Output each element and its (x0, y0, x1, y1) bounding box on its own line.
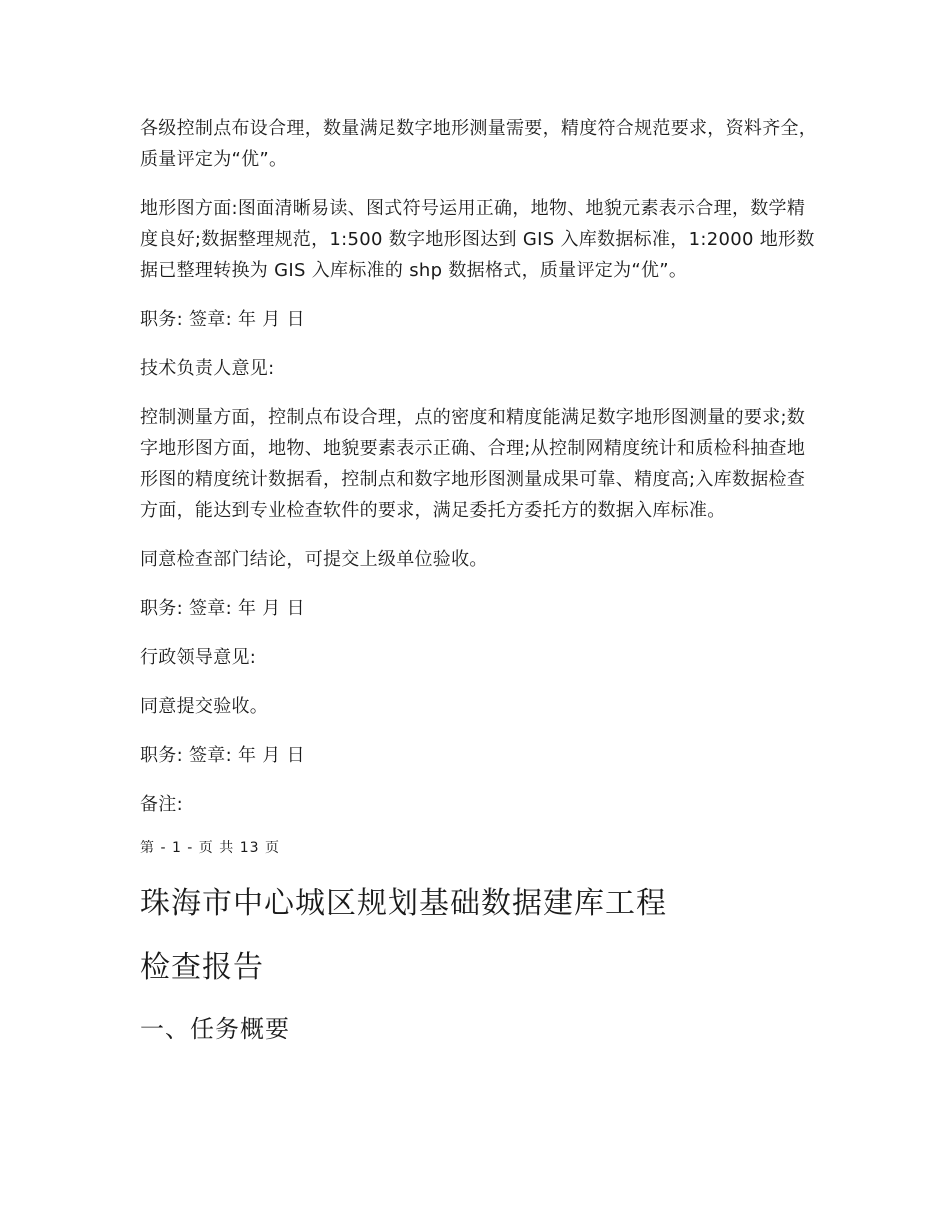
tech-lead-opinion-label: 技术负责人意见: (140, 358, 275, 379)
document-page (140, 113, 820, 1046)
paragraph-topographic-map: 地形图方面:图面清晰易读、图式符号运用正确，地物、地貌元素表示合理，数学精度良好;数据整理规范，1:500 数字地形图达到 GIS 入库数据标准，1:2000 地形数据已整理转换为 GIS 入库标准的 shp 数据格式，质量评定为“优”。 (140, 198, 815, 281)
paragraph-agree-submit: 同意提交验收。 (140, 696, 269, 717)
report-title-line-2: 检查报告 (140, 950, 264, 985)
paragraph-control-quality: 各级控制点布设合理，数量满足数字地形测量需要，精度符合规范要求，资料齐全，质量评定为“优”。 (140, 118, 818, 170)
paragraph-agree-conclusion: 同意检查部门结论，可提交上级单位验收。 (140, 549, 488, 570)
admin-leader-opinion-label: 行政领导意见: (140, 647, 257, 668)
section-heading: 一、任务概要 (140, 1015, 290, 1043)
signature-line-3: 职务: 签章: 年 月 日 (140, 745, 305, 766)
signature-line-1: 职务: 签章: 年 月 日 (140, 309, 305, 330)
page-number-footer: 第 - 1 - 页 共 13 页 (140, 840, 280, 856)
remarks-label: 备注: (140, 794, 183, 815)
report-title-line-1: 珠海市中心城区规划基础数据建库工程 (140, 886, 667, 921)
signature-line-2: 职务: 签章: 年 月 日 (140, 598, 305, 619)
paragraph-tech-lead-opinion: 控制测量方面，控制点布设合理，点的密度和精度能满足数字地形图测量的要求;数字地形图方面，地物、地貌要素表示正确、合理;从控制网精度统计和质检科抽查地形图的精度统计数据看，控制点和数字地形图测量成果可靠、精度高;入库数据检查方面，能达到专业检查软件的要求，满足委托方委托方的数据入库标准。 (140, 407, 806, 521)
